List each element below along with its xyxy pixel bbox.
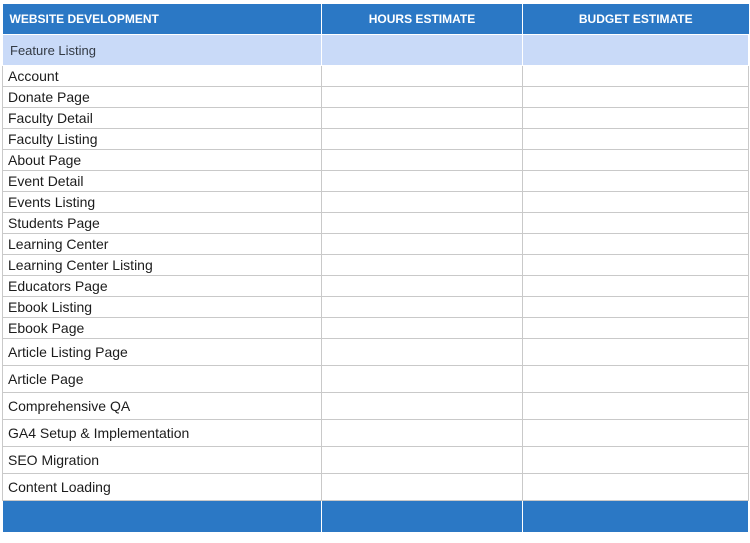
budget-cell[interactable] bbox=[523, 234, 749, 255]
budget-cell[interactable] bbox=[523, 255, 749, 276]
budget-cell[interactable] bbox=[523, 192, 749, 213]
table-row bbox=[3, 171, 749, 192]
section-hours-cell[interactable] bbox=[322, 35, 523, 66]
table-row bbox=[3, 393, 749, 420]
feature-name-cell[interactable]: Faculty Listing bbox=[3, 129, 322, 150]
budget-cell[interactable] bbox=[523, 474, 749, 501]
hours-cell[interactable] bbox=[322, 474, 523, 501]
budget-cell[interactable] bbox=[523, 213, 749, 234]
table-row bbox=[3, 87, 749, 108]
budget-cell[interactable] bbox=[523, 66, 749, 87]
footer-row bbox=[3, 501, 749, 533]
feature-name-cell[interactable]: Comprehensive QA bbox=[3, 393, 322, 420]
table-row bbox=[3, 339, 749, 366]
table-row bbox=[3, 297, 749, 318]
table-row bbox=[3, 108, 749, 129]
hours-cell[interactable] bbox=[322, 339, 523, 366]
budget-cell[interactable] bbox=[523, 150, 749, 171]
hours-cell[interactable] bbox=[322, 108, 523, 129]
table-row bbox=[3, 234, 749, 255]
hours-cell[interactable] bbox=[322, 66, 523, 87]
hours-cell[interactable] bbox=[322, 129, 523, 150]
feature-name-cell[interactable]: Article Page bbox=[3, 366, 322, 393]
feature-name-cell[interactable]: Educators Page bbox=[3, 276, 322, 297]
budget-cell[interactable] bbox=[523, 108, 749, 129]
budget-cell[interactable] bbox=[523, 297, 749, 318]
feature-name-cell[interactable]: Events Listing bbox=[3, 192, 322, 213]
feature-name-cell[interactable]: GA4 Setup & Implementation bbox=[3, 420, 322, 447]
table-row bbox=[3, 213, 749, 234]
feature-name-cell[interactable]: About Page bbox=[3, 150, 322, 171]
table-row bbox=[3, 366, 749, 393]
hours-cell[interactable] bbox=[322, 192, 523, 213]
table-row bbox=[3, 318, 749, 339]
section-row bbox=[3, 35, 749, 66]
feature-name-cell[interactable]: Learning Center Listing bbox=[3, 255, 322, 276]
footer-cell[interactable] bbox=[3, 501, 322, 533]
table-row bbox=[3, 129, 749, 150]
hours-cell[interactable] bbox=[322, 87, 523, 108]
feature-name-cell[interactable]: Content Loading bbox=[3, 474, 322, 501]
budget-cell[interactable] bbox=[523, 276, 749, 297]
feature-name-cell[interactable]: SEO Migration bbox=[3, 447, 322, 474]
feature-name-cell[interactable]: Learning Center bbox=[3, 234, 322, 255]
table-row bbox=[3, 474, 749, 501]
hours-cell[interactable] bbox=[322, 276, 523, 297]
feature-name-cell[interactable]: Faculty Detail bbox=[3, 108, 322, 129]
budget-cell[interactable] bbox=[523, 318, 749, 339]
budget-cell[interactable] bbox=[523, 87, 749, 108]
hours-cell[interactable] bbox=[322, 171, 523, 192]
estimate-sheet bbox=[2, 4, 748, 533]
table-row bbox=[3, 192, 749, 213]
feature-name-cell[interactable]: Event Detail bbox=[3, 171, 322, 192]
feature-name-cell[interactable]: Ebook Listing bbox=[3, 297, 322, 318]
budget-cell[interactable] bbox=[523, 393, 749, 420]
hours-cell[interactable] bbox=[322, 297, 523, 318]
hours-cell[interactable] bbox=[322, 234, 523, 255]
header-hours-estimate[interactable]: HOURS ESTIMATE bbox=[322, 4, 523, 35]
table-row bbox=[3, 66, 749, 87]
feature-name-cell[interactable]: Account bbox=[3, 66, 322, 87]
feature-name-cell[interactable]: Students Page bbox=[3, 213, 322, 234]
hours-cell[interactable] bbox=[322, 255, 523, 276]
budget-cell[interactable] bbox=[523, 447, 749, 474]
feature-name-cell[interactable]: Article Listing Page bbox=[3, 339, 322, 366]
hours-cell[interactable] bbox=[322, 213, 523, 234]
section-budget-cell[interactable] bbox=[523, 35, 749, 66]
budget-cell[interactable] bbox=[523, 420, 749, 447]
feature-name-cell[interactable]: Ebook Page bbox=[3, 318, 322, 339]
budget-cell[interactable] bbox=[523, 129, 749, 150]
estimate-table bbox=[2, 4, 749, 533]
hours-cell[interactable] bbox=[322, 420, 523, 447]
header-budget-estimate[interactable]: BUDGET ESTIMATE bbox=[523, 4, 749, 35]
budget-cell[interactable] bbox=[523, 366, 749, 393]
table-row bbox=[3, 276, 749, 297]
table-row bbox=[3, 420, 749, 447]
budget-cell[interactable] bbox=[523, 339, 749, 366]
hours-cell[interactable] bbox=[322, 366, 523, 393]
table-row bbox=[3, 255, 749, 276]
budget-cell[interactable] bbox=[523, 171, 749, 192]
table-row bbox=[3, 447, 749, 474]
hours-cell[interactable] bbox=[322, 447, 523, 474]
feature-name-cell[interactable]: Donate Page bbox=[3, 87, 322, 108]
header-row bbox=[3, 4, 749, 35]
header-website-development[interactable]: WEBSITE DEVELOPMENT bbox=[3, 4, 322, 35]
table-row bbox=[3, 150, 749, 171]
hours-cell[interactable] bbox=[322, 318, 523, 339]
footer-budget-total-cell[interactable] bbox=[523, 501, 749, 533]
footer-hours-total-cell[interactable] bbox=[322, 501, 523, 533]
hours-cell[interactable] bbox=[322, 150, 523, 171]
section-label[interactable]: Feature Listing bbox=[3, 35, 322, 66]
hours-cell[interactable] bbox=[322, 393, 523, 420]
